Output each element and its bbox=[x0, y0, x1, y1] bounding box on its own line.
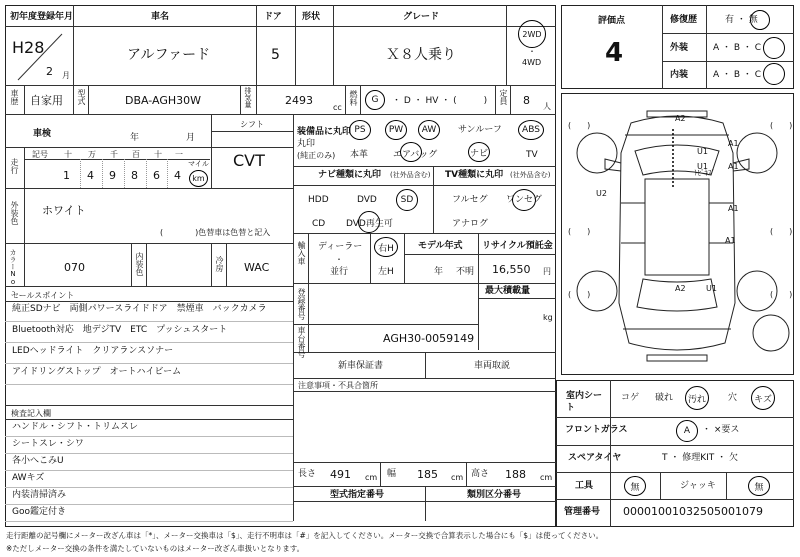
footer-note-2: ※ただしメーター交換の条件を満たしていないものはメーター改ざん車扱いとなります。 bbox=[6, 544, 305, 553]
recycle-value: 16,550 bbox=[492, 263, 531, 276]
nav-sd-circle: SD bbox=[396, 189, 418, 211]
inspection-year: 年 bbox=[130, 133, 140, 143]
diagram-bracket-fr: ( ) bbox=[770, 121, 793, 130]
diagram-label-a2-front: A2 bbox=[675, 114, 686, 123]
nav-dvd-play: DVD再生可 bbox=[346, 219, 393, 229]
equip-tv: TV bbox=[526, 150, 538, 160]
model-label: 型式 bbox=[77, 89, 86, 105]
odometer-unit-0: 十 bbox=[64, 150, 72, 159]
capacity-value: 8 bbox=[523, 94, 530, 107]
odometer-digit-2: 9 bbox=[109, 169, 116, 182]
equip-pw-circle: PW bbox=[385, 120, 407, 140]
displacement-unit: cc bbox=[333, 103, 342, 112]
repair-history-label: 修復歴 bbox=[670, 15, 698, 25]
model-value: DBA-AGH30W bbox=[125, 94, 202, 107]
inspector-note-line: 各小へこみU bbox=[12, 456, 64, 466]
height-value: 188 bbox=[505, 468, 526, 481]
interior-c-circle bbox=[763, 63, 785, 85]
interior-seat-label: 室内シート bbox=[566, 391, 603, 413]
repair-history-options: 有 ・ 無 bbox=[725, 15, 758, 25]
odometer-unit-4: 十 bbox=[154, 150, 162, 159]
windshield-a-circle: A bbox=[676, 420, 698, 442]
import-parallel: 並行 bbox=[330, 267, 349, 277]
diagram-label-u1-rear: U1 bbox=[706, 284, 717, 293]
width-value: 185 bbox=[417, 468, 438, 481]
exterior-color-value: ホワイト bbox=[42, 204, 86, 217]
diagram-bracket-ml: ( ) bbox=[568, 227, 591, 236]
height-unit: cm bbox=[540, 473, 553, 482]
class-number-label: 類別区分番号 bbox=[467, 490, 522, 500]
ac-value: WAC bbox=[244, 261, 270, 274]
sales-point-line: Bluetooth対応 地デジTV ETC プッシュスタート bbox=[12, 325, 228, 335]
ac-label: 冷房 bbox=[215, 256, 224, 272]
width-unit: cm bbox=[451, 473, 464, 482]
diagram-label-a2-rear: A2 bbox=[675, 284, 686, 293]
model-year-year: 年 bbox=[434, 267, 444, 277]
fuel-options: ・ D ・ HV ・ ( ) bbox=[392, 96, 488, 106]
tv-fullseg: フルセグ bbox=[452, 195, 488, 205]
seat-dirt-circle: 汚れ bbox=[685, 386, 709, 410]
windshield-options: ・ ×要ス bbox=[702, 425, 740, 435]
nav-hdd: HDD bbox=[308, 195, 329, 205]
equip-leather: 本革 bbox=[350, 150, 369, 160]
equip-ps-circle: PS bbox=[349, 120, 371, 140]
capacity-label: 定員 bbox=[499, 89, 508, 105]
tools-label: 工具 bbox=[575, 481, 594, 491]
mileage-km-circle: km bbox=[189, 170, 208, 187]
diagram-bracket-mr: ( ) bbox=[770, 227, 793, 236]
inspector-note-line: Goo鑑定付き bbox=[12, 507, 66, 517]
tv-type-note: (社外品含む) bbox=[510, 171, 551, 179]
import-lh: 左H bbox=[378, 267, 394, 277]
caution-label: 注意事項・不具合箇所 bbox=[298, 381, 378, 390]
sales-point-line: アイドリングストップ オートハイビーム bbox=[12, 367, 182, 377]
shift-value: CVT bbox=[233, 151, 265, 170]
color-no-value: 070 bbox=[64, 261, 85, 274]
drive-dot: ・ bbox=[528, 47, 536, 56]
inspection-month: 月 bbox=[186, 133, 196, 143]
interior-grade-options: A ・ B ・ C bbox=[713, 70, 762, 80]
seat-burn: コゲ bbox=[621, 393, 640, 403]
equip-sunroof: サンルーフ bbox=[458, 125, 502, 135]
type-designation-label: 型式指定番号 bbox=[330, 490, 385, 500]
diagram-bracket-br: ( ) bbox=[770, 290, 793, 299]
body-type-label: 形状 bbox=[302, 12, 321, 22]
jack-none-circle: 無 bbox=[748, 476, 770, 496]
sales-point-line: 純正SDナビ 両側パワースライドドア 禁煙車 バックカメラ bbox=[12, 304, 267, 314]
odometer-digit-3: 8 bbox=[131, 169, 138, 182]
seat-scratch-circle: キズ bbox=[751, 386, 775, 410]
nav-type-label: ナビ種類に丸印 bbox=[318, 170, 382, 180]
diagram-label-a1-rear: A1 bbox=[725, 236, 736, 245]
car-name-label: 車名 bbox=[151, 12, 170, 22]
nav-dvd: DVD bbox=[357, 195, 377, 205]
equipment-label-suffix: 丸印 bbox=[297, 139, 316, 149]
max-load-unit: kg bbox=[543, 313, 553, 322]
seat-hole: 穴 bbox=[728, 393, 738, 403]
height-label: 高さ bbox=[471, 469, 490, 479]
max-load-label: 最大積載量 bbox=[485, 286, 531, 296]
color-no-label: カラーNo. bbox=[9, 249, 17, 294]
inspector-note-line: 内装清掃済み bbox=[12, 490, 67, 500]
sales-point-line: LEDヘッドライト クリアランスソナー bbox=[12, 346, 174, 356]
import-dot: ・ bbox=[335, 255, 343, 264]
score-label: 評価点 bbox=[598, 16, 626, 26]
score-value: 4 bbox=[605, 38, 624, 68]
exterior-color-label: 外装色 bbox=[10, 201, 19, 225]
diagram-label-tobi: ﾄﾋﾞｷｽﾞ bbox=[694, 169, 715, 177]
exterior-grade-label: 外装 bbox=[670, 43, 689, 53]
reg-month: 2 bbox=[46, 65, 53, 78]
equipment-note: (純正のみ) bbox=[297, 151, 336, 160]
fuel-g-circle: G bbox=[365, 90, 385, 110]
car-damage-diagram bbox=[561, 93, 794, 375]
odometer-digit-0: 1 bbox=[63, 169, 70, 182]
chassis-label: 車台番号 bbox=[297, 326, 306, 358]
inspector-note-line: シートスレ・シワ bbox=[12, 439, 84, 449]
mileage-code-label: 記号 bbox=[32, 150, 48, 159]
seat-tear: 破れ bbox=[655, 393, 674, 403]
displacement-label: 排気量 bbox=[244, 87, 252, 108]
odometer-digit-5: 4 bbox=[174, 169, 181, 182]
warranty-manual: 車両取説 bbox=[474, 361, 511, 371]
tv-oneseg: ワンセグ bbox=[506, 195, 543, 205]
usage-label: 車歴 bbox=[10, 89, 19, 105]
inspector-notes-label: 検査記入欄 bbox=[11, 409, 51, 418]
door-value: 5 bbox=[271, 47, 280, 63]
jack-label: ジャッキ bbox=[680, 481, 716, 491]
model-year-unknown: 不明 bbox=[456, 267, 475, 277]
equipment-label: 装備品に丸印 bbox=[297, 127, 352, 137]
length-value: 491 bbox=[330, 468, 351, 481]
nav-type-note: (社外品含む) bbox=[390, 171, 431, 179]
shift-label: シフト bbox=[240, 120, 264, 129]
tv-type-label: TV種類に丸印 bbox=[445, 170, 504, 180]
import-label: 輸入車 bbox=[297, 241, 306, 265]
diagram-label-a1-side: A1 bbox=[728, 162, 739, 171]
displacement-value: 2493 bbox=[285, 94, 313, 107]
equip-airbag: エアバッグ bbox=[393, 150, 438, 160]
mgmt-number-value: 0000100103250500107​9 bbox=[623, 505, 763, 518]
diagram-label-u1-roof: U1 bbox=[697, 162, 708, 171]
equip-navi-circle: ナビ bbox=[468, 142, 490, 162]
odometer-digit-4: 6 bbox=[153, 169, 160, 182]
warranty-new: 新車保証書 bbox=[338, 361, 384, 371]
mileage-label: 走行 bbox=[10, 158, 19, 174]
import-dealer: ディーラー bbox=[318, 242, 363, 252]
diagram-bracket-bl: ( ) bbox=[568, 290, 591, 299]
door-label: ドア bbox=[264, 12, 282, 22]
exterior-c-circle bbox=[763, 37, 785, 59]
interior-color-label: 内装色 bbox=[135, 252, 144, 276]
diagram-label-u2-left: U2 bbox=[596, 189, 607, 198]
length-unit: cm bbox=[365, 473, 378, 482]
grade-value: Ｘ８人乗り bbox=[386, 47, 456, 63]
spare-tire-label: スペアタイヤ bbox=[568, 453, 622, 463]
chassis-value: AGH30-0059149 bbox=[383, 332, 475, 345]
car-name-value: アルファード bbox=[127, 47, 211, 63]
color-change-note: ( )色替車は色替と記入 bbox=[160, 228, 271, 237]
reg-number-label: 登録番号 bbox=[297, 288, 306, 320]
diagram-label-u1-hood: U1 bbox=[697, 147, 708, 156]
odometer-unit-1: 万 bbox=[88, 150, 96, 159]
reg-month-unit: 月 bbox=[62, 71, 70, 80]
sales-points-label: セールスポイント bbox=[11, 291, 75, 300]
spare-tire-options: T ・ 修理KIT ・ 欠 bbox=[662, 453, 738, 463]
inspector-note-line: ハンドル・シフト・トリムスレ bbox=[12, 422, 139, 432]
mileage-mile-label: マイル bbox=[188, 160, 209, 168]
width-label: 幅 bbox=[387, 469, 397, 479]
drive-2wd-circle: 2WD bbox=[518, 20, 546, 48]
mgmt-number-label: 管理番号 bbox=[564, 507, 601, 517]
main-form-frame bbox=[5, 5, 556, 527]
reg-slash bbox=[10, 28, 70, 84]
windshield-label: フロントガラス bbox=[565, 425, 628, 435]
repair-none-circle bbox=[750, 10, 770, 30]
equip-abs-circle: ABS bbox=[518, 120, 544, 140]
inspector-note-line: AWキズ bbox=[12, 473, 45, 483]
equip-aw-circle: AW bbox=[418, 120, 440, 140]
recycle-unit: 円 bbox=[543, 267, 551, 276]
inspection-label: 車検 bbox=[33, 129, 52, 139]
reg-era: H28 bbox=[12, 38, 45, 57]
exterior-grade-options: A ・ B ・ C bbox=[713, 43, 762, 53]
diagram-label-a1-fr: A1 bbox=[728, 139, 739, 148]
recycle-label: リサイクル預託金 bbox=[482, 241, 553, 251]
odometer-digit-1: 4 bbox=[87, 169, 94, 182]
interior-grade-label: 内装 bbox=[670, 70, 689, 80]
diagram-bracket-fl: ( ) bbox=[568, 121, 591, 130]
reg-date-label: 初年度登録年月 bbox=[10, 12, 74, 22]
odometer-unit-2: 千 bbox=[110, 150, 118, 159]
import-rh-circle: 右H bbox=[374, 237, 398, 257]
nav-cd: CD bbox=[312, 219, 326, 229]
grade-label: グレード bbox=[403, 12, 440, 22]
usage-value: 自家用 bbox=[30, 94, 63, 107]
capacity-unit: 人 bbox=[543, 102, 551, 111]
drive-4wd: 4WD bbox=[522, 58, 542, 67]
fuel-label: 燃料 bbox=[349, 90, 358, 106]
diagram-label-a1-rr: A1 bbox=[728, 204, 739, 213]
footer-note-1: 走行距離の記号欄にメーター改ざん車は「*」、メーター交換車は「$」、走行不明車は「#」を記入してください。メーター交換で合算表示した場合にも「$」は使ってください。 bbox=[6, 531, 604, 540]
length-label: 長さ bbox=[298, 469, 317, 479]
odometer-unit-5: 一 bbox=[175, 150, 183, 159]
tools-none-circle: 無 bbox=[624, 476, 646, 496]
tv-analog: アナログ bbox=[452, 219, 489, 229]
model-year-label: モデル年式 bbox=[418, 241, 463, 251]
odometer-unit-3: 百 bbox=[132, 150, 140, 159]
